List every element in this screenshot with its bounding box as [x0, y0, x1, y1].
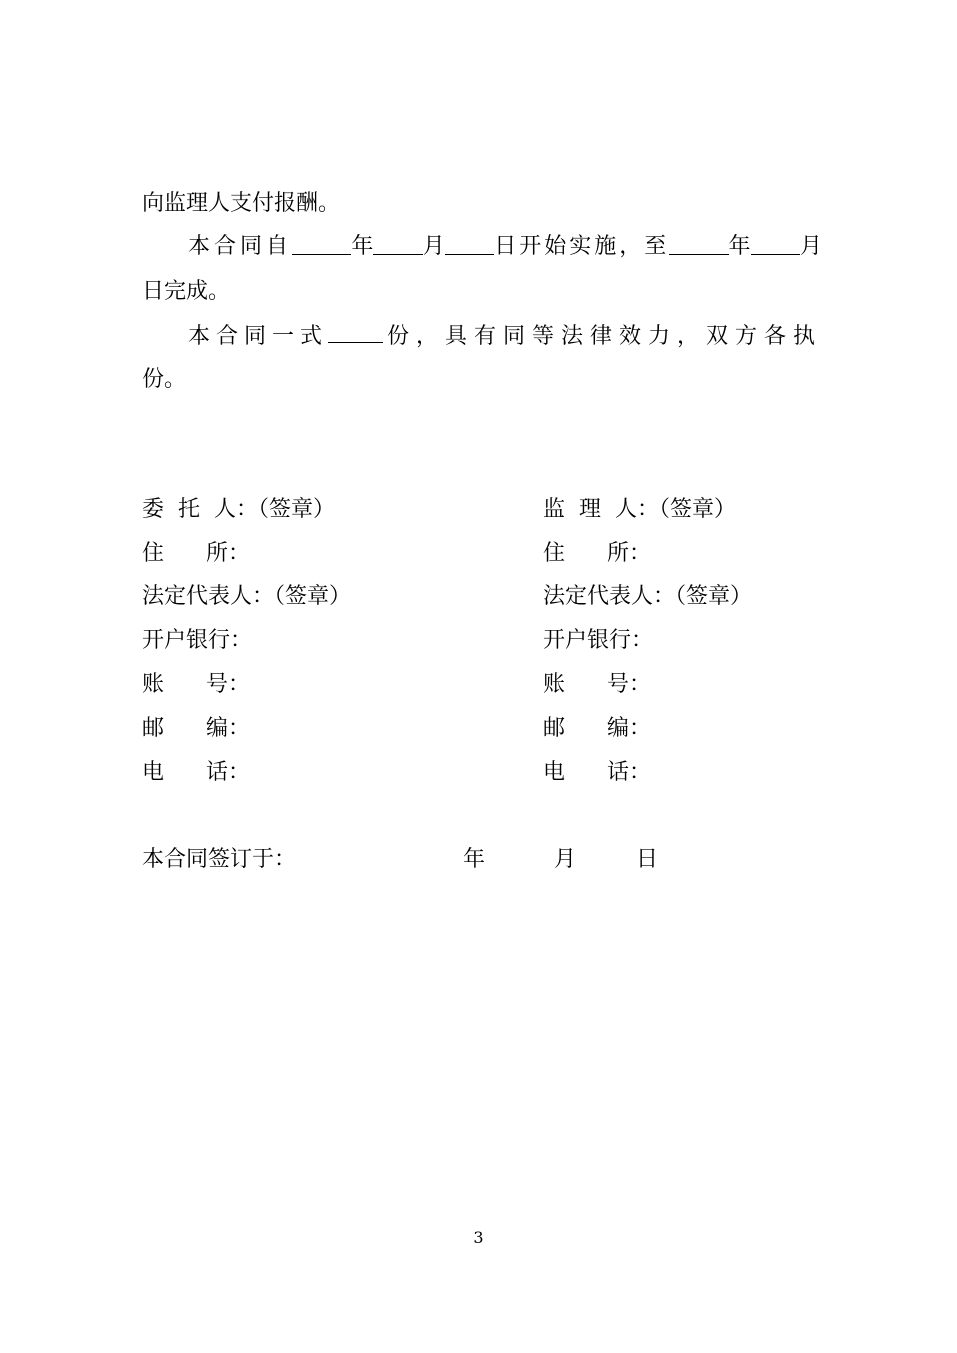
term-end-line: 日完成。: [142, 279, 231, 304]
client-legal-rep-row: [142, 582, 351, 612]
start-year-blank: [292, 232, 351, 255]
term-paragraph: [188, 232, 822, 262]
supervisor-phone-label: 电 话：: [543, 760, 651, 785]
client-address-label: 住 所：: [142, 541, 250, 566]
supervisor-postcode-label: 邮 编：: [543, 716, 651, 741]
client-postcode-label: 邮 编：: [142, 716, 250, 741]
copies-paragraph: [188, 320, 822, 352]
page-number: 3: [473, 1228, 484, 1247]
supervisor-address-label: 住 所：: [543, 541, 651, 566]
signing-month: 月: [554, 847, 577, 872]
supervisor-postcode-row: [543, 714, 651, 744]
client-account-label: 账 号：: [142, 672, 250, 697]
end-year-blank: [669, 232, 728, 255]
client-postcode-row: [142, 714, 250, 744]
signing-year: 年: [463, 847, 486, 872]
payment-line: 向监理人支付报酬。: [142, 191, 341, 216]
signing-date-label: 本合同签订于：: [142, 847, 297, 872]
term-start-text: 本合同自: [188, 234, 293, 259]
signing-day: 日: [636, 847, 659, 872]
client-row: [142, 495, 335, 525]
client-phone-label: 电 话：: [142, 760, 250, 785]
start-day-text: 日开始实施，至: [494, 234, 670, 259]
supervisor-address-row: [543, 539, 651, 569]
copies-end-line: 份。: [142, 367, 187, 392]
supervisor-label: 监 理 人：: [543, 497, 659, 522]
client-bank-label: 开户银行：: [142, 628, 253, 653]
supervisor-seal: （签章）: [658, 497, 736, 522]
client-seal: （签章）: [257, 497, 335, 522]
end-year-text: 年: [728, 234, 751, 259]
supervisor-legal-rep-label: 法定代表人：: [543, 584, 676, 609]
start-month-blank: [373, 232, 422, 255]
client-address-row: [142, 539, 250, 569]
end-month-text: 月: [799, 234, 822, 259]
supervisor-account-row: [543, 670, 651, 700]
copies-text-start: 本合同一式: [188, 324, 329, 349]
supervisor-bank-row: [543, 626, 653, 656]
copies-count-blank: [328, 320, 383, 343]
client-label: 委 托 人：: [142, 497, 258, 522]
supervisor-bank-label: 开户银行：: [543, 628, 654, 653]
client-phone-row: [142, 758, 250, 788]
client-bank-row: [142, 626, 252, 656]
client-legal-rep-seal: （签章）: [274, 584, 352, 609]
supervisor-row: [543, 495, 736, 525]
client-legal-rep-label: 法定代表人：: [142, 584, 275, 609]
supervisor-account-label: 账 号：: [543, 672, 651, 697]
start-day-blank: [445, 232, 494, 255]
supervisor-legal-rep-seal: （签章）: [675, 584, 753, 609]
supervisor-legal-rep-row: [543, 582, 752, 612]
copies-text-end: 份，具有同等法律效力，双方各执: [386, 324, 822, 349]
start-month-text: 月: [422, 234, 445, 259]
supervisor-phone-row: [543, 758, 651, 788]
client-account-row: [142, 670, 250, 700]
end-month-blank: [751, 232, 800, 255]
start-year-text: 年: [351, 234, 374, 259]
